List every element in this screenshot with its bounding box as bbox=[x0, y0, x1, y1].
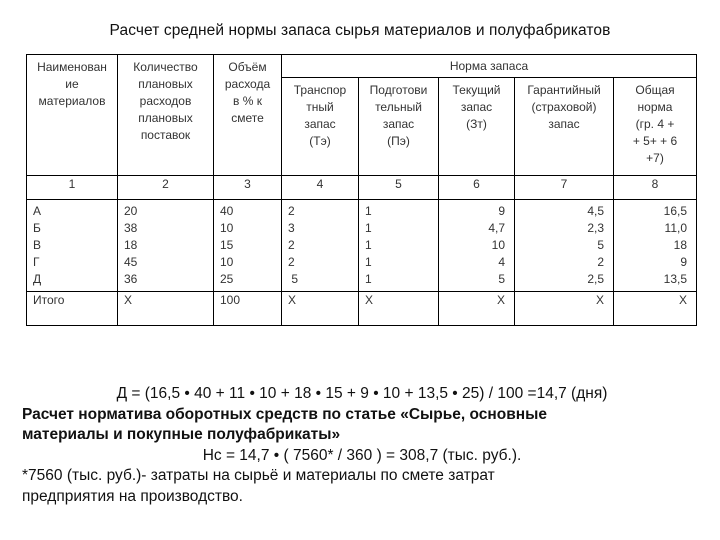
column-number: 2 bbox=[118, 176, 214, 200]
total-cell: Х bbox=[614, 292, 697, 326]
current-stock-cell: 9 4,7 10 4 5 bbox=[439, 200, 515, 292]
total-cell: 100 bbox=[214, 292, 282, 326]
header-preparatory-stock: Подготови тельный запас (Пэ) bbox=[359, 78, 439, 176]
column-number: 4 bbox=[282, 176, 359, 200]
column-numbers-row bbox=[27, 176, 697, 200]
stock-norm-table bbox=[26, 54, 697, 326]
column-number: 8 bbox=[614, 176, 697, 200]
section-heading-line-2: материалы и покупные полуфабрикаты» bbox=[22, 426, 341, 443]
total-row bbox=[27, 292, 697, 326]
total-cell: Х bbox=[439, 292, 515, 326]
working-capital-formula: Нс = 14,7 • ( 7560* / 360 ) = 308,7 (тыс. руб.). bbox=[202, 446, 522, 464]
transport-stock-cell: 2 3 2 2 5 bbox=[282, 200, 359, 292]
safety-stock-cell: 4,5 2,3 5 2 2,5 bbox=[515, 200, 614, 292]
materials-data-block bbox=[27, 200, 697, 292]
header-stock-norm-group: Норма запаса bbox=[282, 55, 697, 78]
total-norm-cell: 16,5 11,0 18 9 13,5 bbox=[614, 200, 697, 292]
total-cell: Х bbox=[359, 292, 439, 326]
column-number: 5 bbox=[359, 176, 439, 200]
page-title: Расчет средней нормы запаса сырья материалов и полуфабрикатов bbox=[109, 22, 611, 39]
footnote-line-2: предприятия на производство. bbox=[22, 487, 243, 505]
average-norm-formula: Д = (16,5 • 40 + 11 • 10 + 18 • 15 + 9 • 10 + 13,5 • 25) / 100 =14,7 (дня) bbox=[116, 385, 608, 402]
section-heading-line-1: Расчет норматива оборотных средств по статье «Сырье, основные bbox=[22, 405, 547, 423]
header-total-norm: Общая норма (гр. 4 + + 5+ + 6 +7) bbox=[614, 78, 697, 176]
total-cell: Х bbox=[282, 292, 359, 326]
consumption-share-cell: 40 10 15 10 25 bbox=[214, 200, 282, 292]
column-number: 1 bbox=[27, 176, 118, 200]
calculation-notes bbox=[22, 384, 702, 507]
column-number: 7 bbox=[515, 176, 614, 200]
header-consumption-share: Объём расхода в % к смете bbox=[214, 55, 282, 176]
header-safety-stock: Гарантийный (страховой) запас bbox=[515, 78, 614, 176]
preparatory-stock-cell: 1 1 1 1 1 bbox=[359, 200, 439, 292]
column-number: 3 bbox=[214, 176, 282, 200]
footnote-line-1: *7560 (тыс. руб.)- затраты на сырьё и материалы по смете затрат bbox=[22, 467, 495, 484]
total-cell: Х bbox=[515, 292, 614, 326]
header-planned-deliveries: Количество плановых расходов плановых поставок bbox=[118, 55, 214, 176]
header-material-name: Наименован ие материалов bbox=[27, 55, 118, 176]
material-names-cell: А Б В Г Д bbox=[27, 200, 118, 292]
total-cell: Х bbox=[118, 292, 214, 326]
header-current-stock: Текущий запас (Зт) bbox=[439, 78, 515, 176]
column-number: 6 bbox=[439, 176, 515, 200]
header-transport-stock: Транспор тный запас (Тэ) bbox=[282, 78, 359, 176]
total-label: Итого bbox=[27, 292, 118, 326]
planned-deliveries-cell: 20 38 18 45 36 bbox=[118, 200, 214, 292]
